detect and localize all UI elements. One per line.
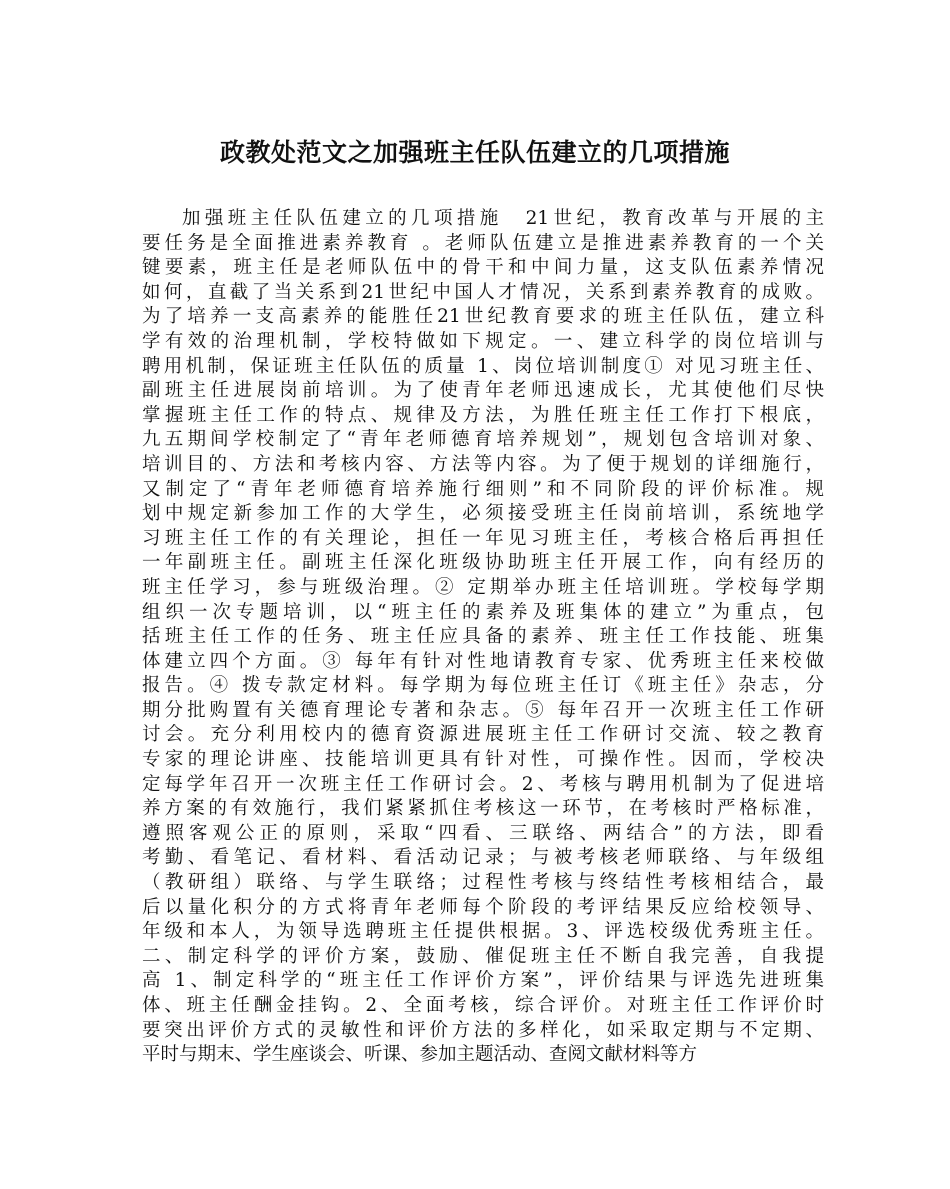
body-line: 九五期间学校制定了“青年老师德育培养规划”，规划包含培训对象、 bbox=[142, 429, 824, 451]
body-line: （教研组）联络、与学生联络；过程性考核与终结性考核相结合，最 bbox=[142, 872, 824, 894]
body-line: 培训目的、方法和考核内容、方法等内容。为了便于规划的详细施行， bbox=[142, 453, 824, 475]
body-line: 组织一次专题培训，以“班主任的素养及班集体的建立”为重点，包 bbox=[142, 601, 824, 623]
body-line: 要任务是全面推进素养教育 。老师队伍建立是推进素养教育的一个关 bbox=[142, 232, 824, 254]
body-line: 期分批购置有关德育理论专著和杂志。⑤ 每年召开一次班主任工作研 bbox=[142, 699, 824, 721]
body-line: 又制定了“青年老师德育培养施行细则”和不同阶段的评价标准。规 bbox=[142, 478, 824, 500]
body-line: 平时与期末、学生座谈会、听课、参加主题活动、查阅文献材料等方 bbox=[142, 1044, 698, 1066]
body-line: 专家的理论讲座、技能培训更具有针对性，可操作性。因而，学校决 bbox=[142, 749, 824, 771]
body-line: 为了培养一支高素养的能胜任21世纪教育要求的班主任队伍，建立科 bbox=[142, 306, 824, 328]
body-line: 习班主任工作的有关理论，担任一年见习班主任，考核合格后再担任 bbox=[142, 527, 824, 549]
body-line: 如何，直截了当关系到21世纪中国人才情况，关系到素养教育的成败。 bbox=[142, 281, 824, 303]
body-line: 班主任学习，参与班级治理。② 定期举办班主任培训班。学校每学期 bbox=[142, 576, 824, 598]
body-line: 遵照客观公正的原则，采取“四看、三联络、两结合”的方法，即看 bbox=[142, 822, 824, 844]
body-line: 年级和本人，为领导选聘班主任提供根据。3、评选校级优秀班主任。 bbox=[142, 921, 824, 943]
body-line: 副班主任进展岗前培训。为了使青年老师迅速成长，尤其使他们尽快 bbox=[142, 380, 824, 402]
body-line: 养方案的有效施行，我们紧紧抓住考核这一环节，在考核时严格标准， bbox=[142, 798, 824, 820]
body-line: 报告。④ 拨专款定材料。每学期为每位班主任订《班主任》杂志，分 bbox=[142, 675, 824, 697]
body-line: 高 1、制定科学的“班主任工作评价方案”，评价结果与评选先进班集 bbox=[142, 970, 824, 992]
body-line: 括班主任工作的任务、班主任应具备的素养、班主任工作技能、班集 bbox=[142, 626, 824, 648]
body-line: 一年副班主任。副班主任深化班级协助班主任开展工作，向有经历的 bbox=[142, 552, 824, 574]
body-line: 定每学年召开一次班主任工作研讨会。2、考核与聘用机制为了促进培 bbox=[142, 773, 824, 795]
document-title: 政教处范文之加强班主任队伍建立的几项措施 bbox=[219, 138, 730, 167]
body-line: 划中规定新参加工作的大学生，必须接受班主任岗前培训，系统地学 bbox=[142, 503, 824, 525]
body-line: 考勤、看笔记、看材料、看活动记录；与被考核老师联络、与年级组 bbox=[142, 847, 824, 869]
body-line: 后以量化积分的方式将青年老师每个阶段的考评结果反应给校领导、 bbox=[142, 896, 824, 918]
body-line: 加强班主任队伍建立的几项措施 21世纪，教育改革与开展的主 bbox=[182, 208, 824, 229]
body-line: 体建立四个方面。③ 每年有针对性地请教育专家、优秀班主任来校做 bbox=[142, 650, 824, 672]
body-line: 学有效的治理机制，学校特做如下规定。一、建立科学的岗位培训与 bbox=[142, 330, 824, 352]
body-line: 聘用机制，保证班主任队伍的质量 1、岗位培训制度① 对见习班主任、 bbox=[142, 355, 824, 377]
body-line: 要突出评价方式的灵敏性和评价方法的多样化，如采取定期与不定期、 bbox=[142, 1019, 824, 1041]
body-line: 讨会。充分利用校内的德育资源进展班主任工作研讨交流、较之教育 bbox=[142, 724, 824, 746]
body-line: 二、制定科学的评价方案，鼓励、催促班主任不断自我完善，自我提 bbox=[142, 945, 824, 967]
body-line: 体、班主任酬金挂钩。2、全面考核，综合评价。对班主任工作评价时 bbox=[142, 995, 824, 1016]
body-line: 掌握班主任工作的特点、规律及方法，为胜任班主任工作打下根底， bbox=[142, 404, 824, 426]
document-body bbox=[142, 207, 824, 1068]
body-line: 键要素，班主任是老师队伍中的骨干和中间力量，这支队伍素养情况 bbox=[142, 257, 824, 279]
